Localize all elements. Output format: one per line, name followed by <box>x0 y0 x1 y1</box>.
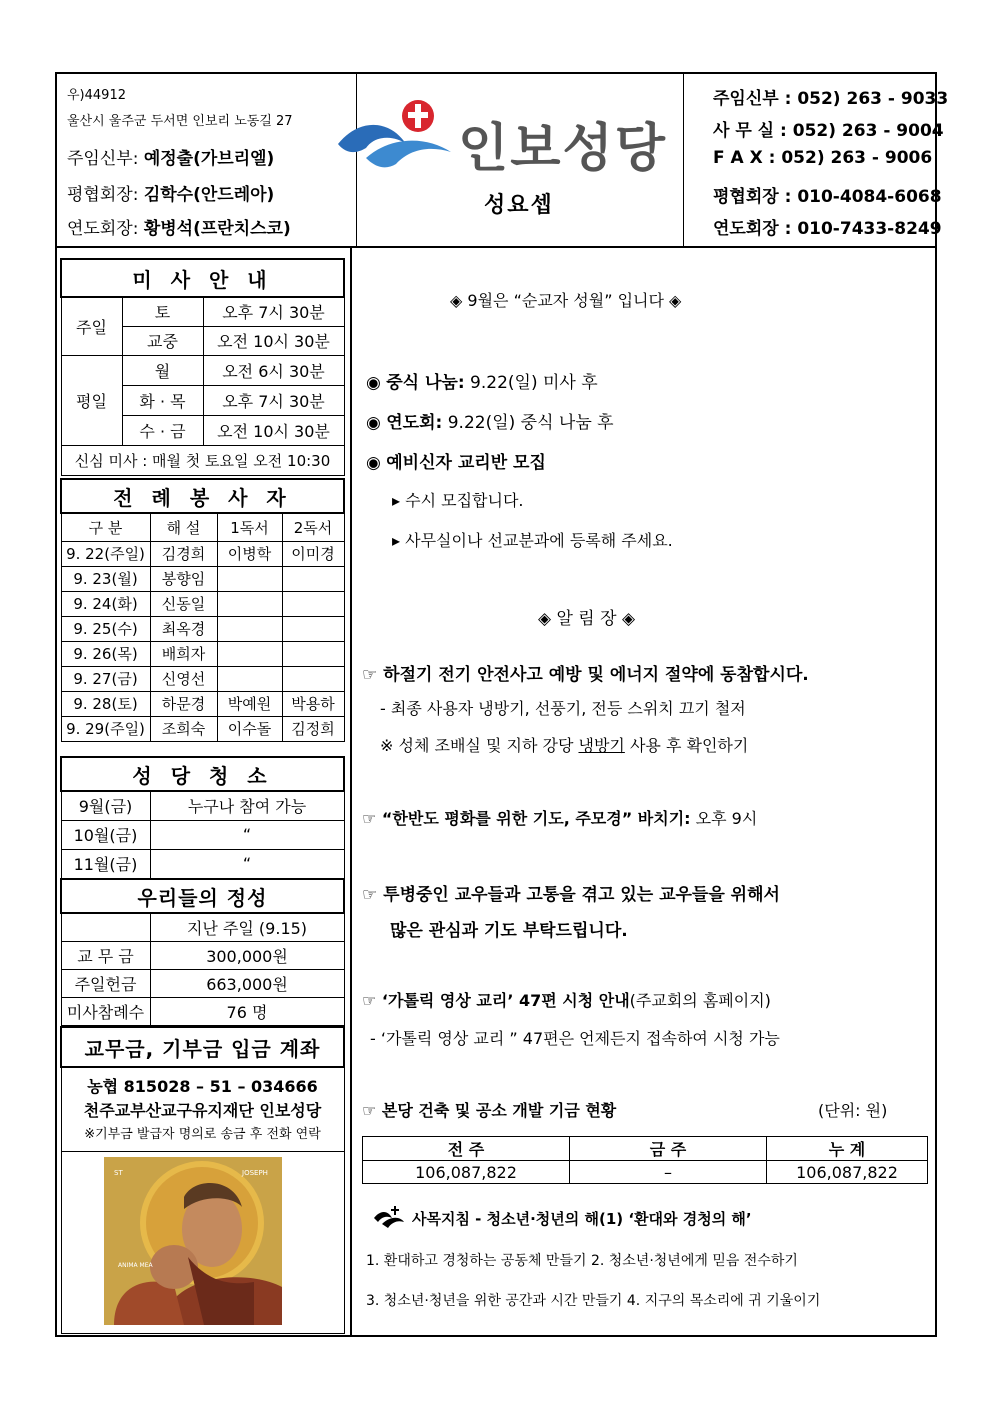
fund-header: 금 주 <box>570 1137 767 1161</box>
fund-title: ☞ 본당 건축 및 공소 개발 기금 현황 <box>362 1101 617 1120</box>
mass-day: 토 <box>122 297 203 326</box>
servers-cell <box>282 666 344 691</box>
video-catechism-source: (주교회의 홈페이지) <box>629 991 771 1010</box>
pastor-label: 주임신부: <box>67 149 139 169</box>
servers-header: 구 분 <box>61 513 150 541</box>
table-row <box>61 997 344 1025</box>
mass-time: 오후 7시 30분 <box>203 385 344 415</box>
video-catechism-sub: - ‘가톨릭 영상 교리 ” 47편은 언제든지 접속하여 시청 가능 <box>370 1029 780 1048</box>
header-divider <box>55 246 937 248</box>
sick-prayer-notice-2: 많은 관심과 기도 부탁드립니다. <box>390 921 628 941</box>
bullet-icon: ◉ <box>366 413 387 433</box>
table-row <box>61 969 344 997</box>
council-line <box>67 180 274 205</box>
offering-label: 미사참례수 <box>61 997 150 1025</box>
servers-cell: 신동일 <box>150 591 217 616</box>
energy-sub-2-underlined: 냉방기 <box>578 736 625 755</box>
cleaning-table <box>60 756 345 879</box>
postal-code: 우)44912 <box>67 88 126 103</box>
offering-value: 300,000원 <box>150 941 344 969</box>
servers-date: 9. 24(화) <box>61 591 150 616</box>
cleaning-month: 9월(금) <box>61 791 150 820</box>
table-row <box>61 941 344 969</box>
contact-prayer: 연도회장 : 010-7433-8249 <box>713 219 942 239</box>
servers-cell: 이수돌 <box>217 716 282 741</box>
servers-cell: 봉향임 <box>150 566 217 591</box>
servers-cell <box>217 641 282 666</box>
pastoral-logo-icon <box>372 1204 406 1230</box>
mass-day: 교중 <box>122 326 203 355</box>
notice-text: 9.22(일) 중식 나눔 후 <box>442 413 614 433</box>
table-row <box>61 716 344 741</box>
servers-cell <box>282 591 344 616</box>
mass-time: 오전 10시 30분 <box>203 326 344 355</box>
mass-title: 미 사 안 내 <box>61 259 344 297</box>
account-info <box>61 1067 344 1151</box>
servers-date: 9. 29(주일) <box>61 716 150 741</box>
servers-date: 9. 27(금) <box>61 666 150 691</box>
mass-day: 수 · 금 <box>122 415 203 445</box>
energy-sub-1: - 최종 사용자 냉방기, 선풍기, 전등 스위치 끄기 철저 <box>380 699 746 718</box>
notice-text: 9.22(일) 미사 후 <box>464 373 598 393</box>
pastoral-title: 사목지침 - 청소년·청년의 해(1) ‘환대와 경청의 해’ <box>412 1210 752 1228</box>
servers-cell: 박예원 <box>217 691 282 716</box>
mass-time: 오전 10시 30분 <box>203 415 344 445</box>
council-label: 평협회장: <box>67 185 139 205</box>
contact-council: 평협회장 : 010-4084-6068 <box>713 187 942 207</box>
church-logo-icon <box>336 96 456 176</box>
offering-value: 663,000원 <box>150 969 344 997</box>
cleaning-month: 10월(금) <box>61 820 150 849</box>
cleaning-title: 성 당 청 소 <box>61 757 344 791</box>
notice-item <box>366 368 598 393</box>
servers-cell <box>217 591 282 616</box>
account-note: ※기부금 발급자 명의로 송금 후 전화 연락 <box>84 1127 321 1143</box>
notice-label: 예비신자 교리반 모집 <box>386 453 546 473</box>
pastoral-line-2: 3. 청소년·청년을 위한 공간과 시간 만들기 4. 지구의 목소리에 귀 기울이기 <box>366 1293 821 1309</box>
fund-value: 106,087,822 <box>767 1161 928 1184</box>
mass-time: 오후 7시 30분 <box>203 297 344 326</box>
servers-cell: 하문경 <box>150 691 217 716</box>
servers-table <box>60 478 345 742</box>
video-catechism-notice <box>362 988 771 1011</box>
notice-item <box>366 408 614 433</box>
fund-table <box>362 1136 928 1184</box>
table-row <box>61 566 344 591</box>
table-row <box>61 616 344 641</box>
icon-label-st: ST <box>114 1169 123 1177</box>
notice-label: 중식 나눔: <box>386 373 465 393</box>
servers-cell <box>217 566 282 591</box>
address: 울산시 울주군 두서면 인보리 노동길 27 <box>67 114 293 129</box>
contact-fax: F A X : 052) 263 - 9006 <box>713 148 933 168</box>
pastoral-line-1: 1. 환대하고 경청하는 공동체 만들기 2. 청소년·청년에게 믿음 전수하기 <box>366 1253 798 1269</box>
cleaning-note: “ <box>150 820 344 849</box>
bullet-icon: ◉ <box>366 373 387 393</box>
servers-header: 해 설 <box>150 513 217 541</box>
servers-cell <box>282 641 344 666</box>
servers-title: 전 례 봉 사 자 <box>61 479 344 513</box>
servers-cell: 최옥경 <box>150 616 217 641</box>
servers-cell: 김경희 <box>150 541 217 566</box>
mass-schedule-table <box>60 258 345 476</box>
prayer-name: 황병석(프란치스코) <box>143 219 291 239</box>
servers-cell: 배희자 <box>150 641 217 666</box>
account-holder: 천주교부산교구유지재단 인보성당 <box>83 1101 322 1121</box>
table-row <box>61 849 344 878</box>
cleaning-month: 11월(금) <box>61 849 150 878</box>
fund-value: 106,087,822 <box>363 1161 570 1184</box>
catechism-sub-2: ▸ 사무실이나 선교분과에 등록해 주세요. <box>392 531 673 550</box>
mass-day: 월 <box>122 355 203 385</box>
servers-cell: 조희숙 <box>150 716 217 741</box>
mass-time: 오전 6시 30분 <box>203 355 344 385</box>
servers-cell <box>217 666 282 691</box>
servers-date: 9. 26(목) <box>61 641 150 666</box>
first-saturday-mass: 신심 미사 : 매월 첫 토요일 오전 10:30 <box>61 445 344 475</box>
peace-prayer-label: ☞ “한반도 평화를 위한 기도, 주모경” 바치기: <box>362 809 691 828</box>
sunday-title: 성요셉 <box>484 193 554 218</box>
contact-office: 사 무 실 : 052) 263 - 9004 <box>713 121 944 141</box>
account-number: 농협 815028 – 51 – 034666 <box>87 1077 318 1097</box>
energy-notice: ☞ 하절기 전기 안전사고 예방 및 에너지 절약에 동참합시다. <box>362 665 809 685</box>
account-title: 교무금, 기부금 입금 계좌 <box>61 1027 344 1067</box>
servers-cell <box>217 616 282 641</box>
bullet-icon: ◉ <box>366 453 387 473</box>
icon-label-anima: ANIMA MEA <box>118 1262 153 1269</box>
video-catechism-label: ☞ ‘가톨릭 영상 교리’ 47편 시청 안내 <box>362 991 630 1010</box>
notice-item <box>366 448 546 473</box>
energy-sub-2-pre: ※ 성체 조배실 및 지하 강당 <box>380 736 579 755</box>
catechism-sub-1: ▸ 수시 모집합니다. <box>392 491 524 510</box>
servers-cell: 김정희 <box>282 716 344 741</box>
table-row <box>61 541 344 566</box>
servers-date: 9. 28(토) <box>61 691 150 716</box>
servers-date: 9. 22(주일) <box>61 541 150 566</box>
servers-cell: 이미경 <box>282 541 344 566</box>
servers-date: 9. 23(월) <box>61 566 150 591</box>
fund-unit: (단위: 원) <box>818 1101 888 1120</box>
servers-cell: 신영선 <box>150 666 217 691</box>
table-row <box>61 666 344 691</box>
contact-pastor: 주임신부 : 052) 263 - 9033 <box>713 89 949 109</box>
notice-label: 연도회: <box>386 413 443 433</box>
cleaning-note: 누구나 참여 가능 <box>150 791 344 820</box>
servers-cell: 박용하 <box>282 691 344 716</box>
offering-value: 76 명 <box>150 997 344 1025</box>
prayer-line <box>67 214 291 239</box>
sick-prayer-notice: ☞ 투병중인 교우들과 고통을 겪고 있는 교우들을 위해서 <box>362 885 780 905</box>
pastor-line <box>67 144 274 169</box>
servers-cell <box>282 566 344 591</box>
offering-table <box>60 878 345 1026</box>
table-row <box>61 641 344 666</box>
board-title: ◈ 알 림 장 ◈ <box>538 609 636 629</box>
sunday-label: 주일 <box>61 297 122 355</box>
peace-prayer-notice <box>362 806 757 829</box>
prayer-label: 연도회장: <box>67 219 139 239</box>
servers-header: 2독서 <box>282 513 344 541</box>
fund-header: 전 주 <box>363 1137 570 1161</box>
council-name: 김학수(안드레아) <box>143 185 275 205</box>
church-name: 인보성당 <box>458 119 667 179</box>
offering-period: 지난 주일 (9.15) <box>150 913 344 941</box>
month-title: ◈ 9월은 “순교자 성월” 입니다 ◈ <box>450 291 682 310</box>
weekday-label: 평일 <box>61 355 122 445</box>
servers-header: 1독서 <box>217 513 282 541</box>
energy-sub-2 <box>380 733 748 756</box>
peace-prayer-time: 오후 9시 <box>690 809 758 828</box>
st-joseph-icon-image <box>104 1157 282 1325</box>
offering-title: 우리들의 정성 <box>61 879 344 913</box>
servers-cell: 이병학 <box>217 541 282 566</box>
mass-day: 화 · 목 <box>122 385 203 415</box>
fund-value: – <box>570 1161 767 1184</box>
cleaning-note: “ <box>150 849 344 878</box>
table-row <box>61 791 344 820</box>
table-row <box>61 591 344 616</box>
table-row <box>61 691 344 716</box>
offering-label: 교 무 금 <box>61 941 150 969</box>
servers-date: 9. 25(수) <box>61 616 150 641</box>
pastor-name: 예정출(가브리엘) <box>143 149 275 169</box>
offering-label: 주일헌금 <box>61 969 150 997</box>
energy-sub-2-post: 사용 후 확인하기 <box>624 736 749 755</box>
servers-cell <box>282 616 344 641</box>
icon-label-joseph: JOSEPH <box>242 1169 268 1177</box>
table-row <box>61 820 344 849</box>
fund-header: 누 계 <box>767 1137 928 1161</box>
column-divider <box>350 248 352 1337</box>
header-divider-right <box>683 72 684 246</box>
